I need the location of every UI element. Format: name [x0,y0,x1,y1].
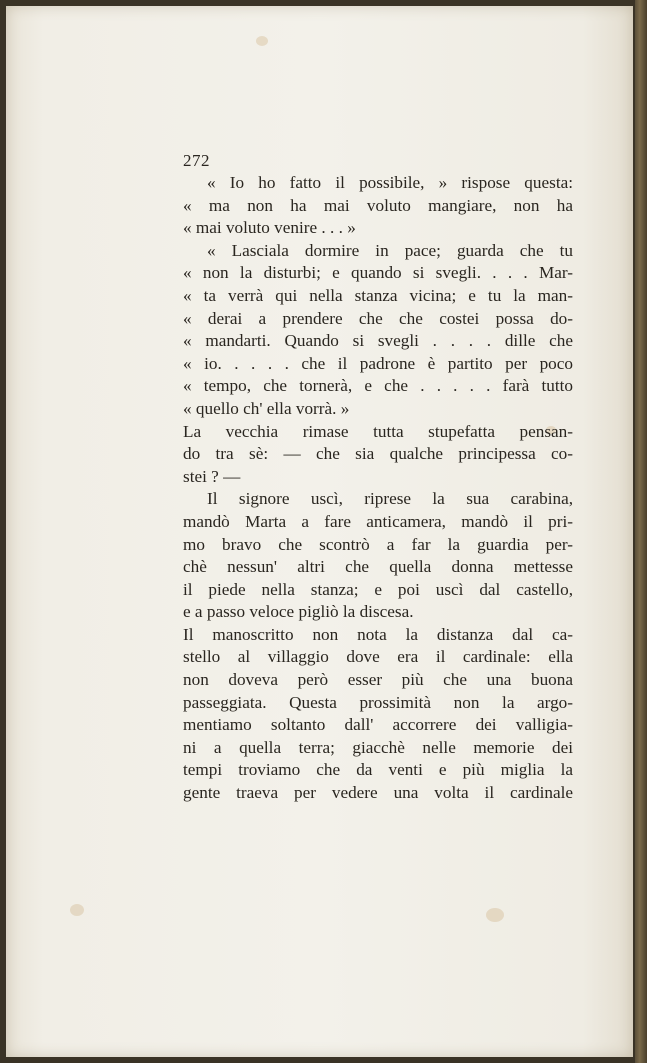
text-line: chè nessun' altri che quella donna mettesse [183,557,573,577]
text-line: « ma non ha mai voluto mangiare, non ha [183,195,573,215]
text-line: « mai voluto venire . . . » [183,218,356,238]
text-line: il piede nella stanza; e poi uscì dal castello, [183,579,573,599]
text-line: mentiamo soltanto dall' accorrere dei valligia- [183,715,573,735]
text-line: « io. . . . . che il padrone è partito per poco [183,353,573,373]
text-line: stei ? — [183,466,241,486]
text-line: passeggiata. Questa prossimità non la argo- [183,692,573,712]
text-line: « ta verrà qui nella stanza vicina; e tu la man- [183,285,573,305]
text-line: mo bravo che scontrò a far la guardia per- [183,534,573,554]
paper-stain [486,908,504,922]
text-line: « tempo, che tornerà, e che . . . . . farà tutto [183,376,573,396]
text-line: Il manoscritto non nota la distanza dal ca- [183,624,573,644]
text-lines [183,172,573,805]
text-line: « non la disturbi; e quando si svegli. . . . Mar- [183,263,573,283]
text-line: Il signore uscì, riprese la sua carabina, [207,489,573,509]
book-spine-edge [635,0,647,1063]
text-line: « Io ho fatto il possibile, » rispose questa: [207,173,573,192]
text-line: e a passo veloce pigliò la discesa. [183,602,414,622]
page-text [183,150,573,805]
text-line: non doveva però esser più che una buona [183,670,573,690]
text-line: tempi troviamo che da venti e più miglia la [183,760,573,780]
text-line: gente traeva per vedere una volta il cardinale [183,783,573,803]
text-line: La vecchia rimase tutta stupefatta pensan- [183,421,573,441]
text-line: ni a quella terra; giacchè nelle memorie dei [183,737,573,757]
text-line: do tra sè: — che sia qualche principessa co- [183,444,573,464]
text-line: « derai a prendere che che costei possa do- [183,308,573,328]
text-line: « quello ch' ella vorrà. » [183,398,350,418]
text-line: « mandarti. Quando si svegli . . . . dille che [183,331,573,351]
text-line: mandò Marta a fare anticamera, mandò il pri- [183,511,573,531]
text-line: stello al villaggio dove era il cardinale: ella [183,647,573,667]
text-line: « Lasciala dormire in pace; guarda che tu [207,240,573,260]
paper-stain [256,36,268,46]
paper-stain [70,904,84,916]
page-number: 272 [183,151,210,170]
